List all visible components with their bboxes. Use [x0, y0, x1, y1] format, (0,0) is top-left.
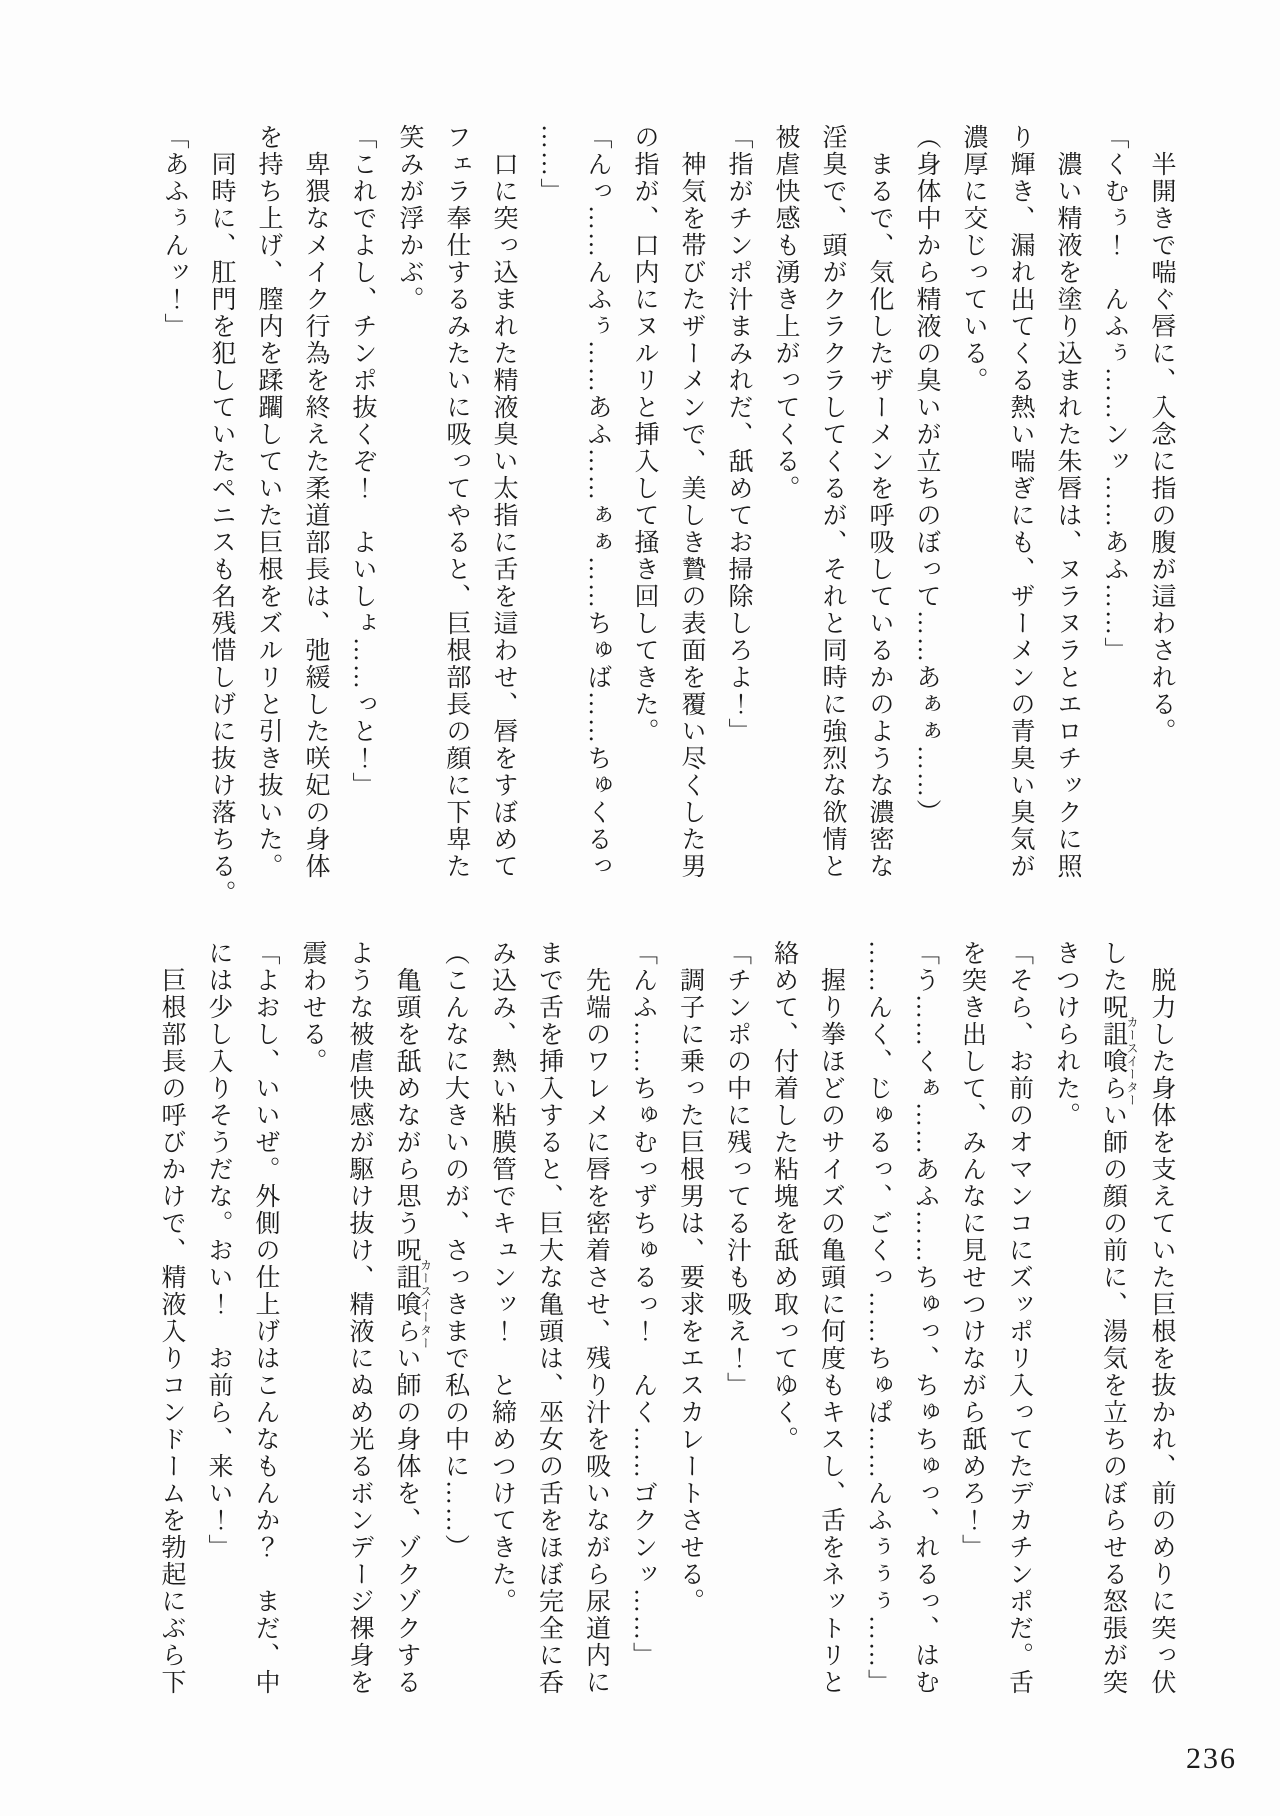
bottom-column-8: 握り拳ほどのサイズの亀頭に何度もキスし、舌をネットリと — [817, 967, 845, 1696]
ruby-annotation: 呪詛喰らいカースイーター — [1099, 994, 1139, 1129]
top-column-7: まるで、気化したザーメンを呼吸しているかのような濃密な — [866, 151, 893, 880]
top-column-11: 神気を帯びたザーメンで、美しき贄の表面を覆い尽くした男 — [678, 151, 705, 880]
bottom-column-5: を突き出して、みんなに見せつけながら舐めろ！」 — [958, 940, 986, 1561]
top-column-8: 淫臭で、頭がクラクラしてくるが、それと同時に強烈な欲情と — [819, 124, 846, 880]
bottom-column-6: 「う……くぁ……あふ……ちゅっ、ちゅちゅっ、れるっ、はむ — [911, 940, 939, 1696]
bottom-column-13: 先端のワレメに唇を密着させ、残り汁を吸いながら尿道内に — [582, 967, 610, 1696]
top-column-18: 「これでよし、チンポ抜くぞ！ よいしょ……っと！」 — [349, 124, 376, 799]
top-column-9: 被虐快感も湧き上がってくる。 — [772, 124, 799, 502]
top-column-1: 半開きで喘ぐ唇に、入念に指の腹が這わされる。 — [1148, 151, 1175, 745]
top-column-10: 「指がチンポ汁まみれだ、舐めてお掃除しろよ！」 — [725, 124, 752, 745]
top-column-20: を持ち上げ、膣内を蹂躙していた巨根をズルリと引き抜いた。 — [255, 124, 282, 880]
bottom-column-20: 「よおし、いいぜ。外側の仕上げはこんなもんか？ まだ、中 — [252, 940, 279, 1696]
top-column-22: 「あふぅんッ！」 — [161, 124, 188, 340]
bottom-column-7: ……んく、じゅるっ、ごくっ……ちゅぱ……んふぅぅぅ……」 — [864, 940, 892, 1696]
top-column-13: 「んっ……んふぅ……あふ……ぁぁ……ちゅば……ちゅくるっ — [584, 124, 611, 880]
top-column-3: 濃い精液を塗り込まれた朱唇は、ヌラヌラとエロチックに照 — [1054, 151, 1081, 880]
bottom-column-2: した呪詛喰らいカースイーター師の顔の前に、湯気を立ちのぼらせる怒張が突 — [1099, 940, 1139, 1696]
bottom-column-16: （こんなに大きいのが、さっきまで私の中に……） — [441, 940, 469, 1561]
bottom-column-9: 絡めて、付着した粘塊を舐め取ってゆく。 — [770, 940, 798, 1453]
bottom-column-15: み込み、熱い粘膜管でキュンッ！ と締めつけてきた。 — [488, 940, 516, 1615]
top-column-21: 同時に、肛門を犯していたペニスも名残惜しげに抜け落ちる。 — [208, 151, 235, 907]
bottom-column-11: 調子に乗った巨根男は、要求をエスカレートさせる。 — [676, 967, 704, 1615]
bottom-column-12: 「んふ……ちゅむっずちゅるっ！ んく……ゴクンッ……」 — [629, 940, 657, 1669]
page-number: 236 — [1186, 1742, 1237, 1775]
bottom-column-14: まで舌を挿入すると、巨大な亀頭は、巫女の舌をほぼ完全に呑 — [535, 940, 563, 1696]
bottom-text-block — [151, 940, 1185, 1700]
ruby-annotation: 呪詛喰らいカースイーター — [393, 1237, 433, 1372]
bottom-column-4: 「そら、お前のオマンコにズッポリ入ってたデカチンポだ。舌 — [1005, 940, 1033, 1696]
top-column-15: 口に突っ込まれた精液臭い太指に舌を這わせ、唇をすぼめて — [490, 151, 517, 880]
top-column-16: フェラ奉仕するみたいに吸ってやると、巨根部長の顔に下卑た — [443, 124, 470, 880]
top-column-19: 卑猥なメイク行為を終えた柔道部長は、弛緩した咲妃の身体 — [302, 151, 329, 880]
bottom-column-19: 震わせる。 — [299, 940, 326, 1075]
bottom-column-10: 「チンポの中に残ってる汁も吸え！」 — [723, 940, 751, 1399]
bottom-column-1: 脱力した身体を支えていた巨根を抜かれ、前のめりに突っ伏 — [1148, 967, 1175, 1696]
bottom-column-22: 巨根部長の呼びかけで、精液入りコンドームを勃起にぶら下 — [158, 967, 185, 1696]
bottom-column-18: ような被虐快感が駆け抜け、精液にぬめ光るボンデージ裸身を — [346, 940, 373, 1696]
top-column-5: 濃厚に交じっている。 — [960, 124, 987, 394]
top-text-block — [151, 124, 1185, 907]
top-column-2: 「くむぅ！ んふぅ……ンッ……あふ……」 — [1101, 124, 1128, 664]
bottom-column-17: 亀頭を舐めながら思う呪詛喰らいカースイーター師の身体を、ゾクゾクする — [393, 967, 433, 1696]
bottom-column-21: には少し入りそうだな。おい！ お前ら、来い！」 — [205, 940, 232, 1561]
bottom-column-3: きつけられた。 — [1052, 940, 1080, 1129]
top-column-6: （身体中から精液の臭いが立ちのぼって……あぁぁ……） — [913, 124, 940, 826]
top-column-12: の指が、口内にヌルリと挿入して掻き回してきた。 — [631, 124, 658, 745]
top-column-4: り輝き、漏れ出てくる熱い喘ぎにも、ザーメンの青臭い臭気が — [1007, 124, 1034, 880]
top-column-17: 笑みが浮かぶ。 — [396, 124, 423, 313]
top-column-14: ……」 — [537, 124, 564, 205]
